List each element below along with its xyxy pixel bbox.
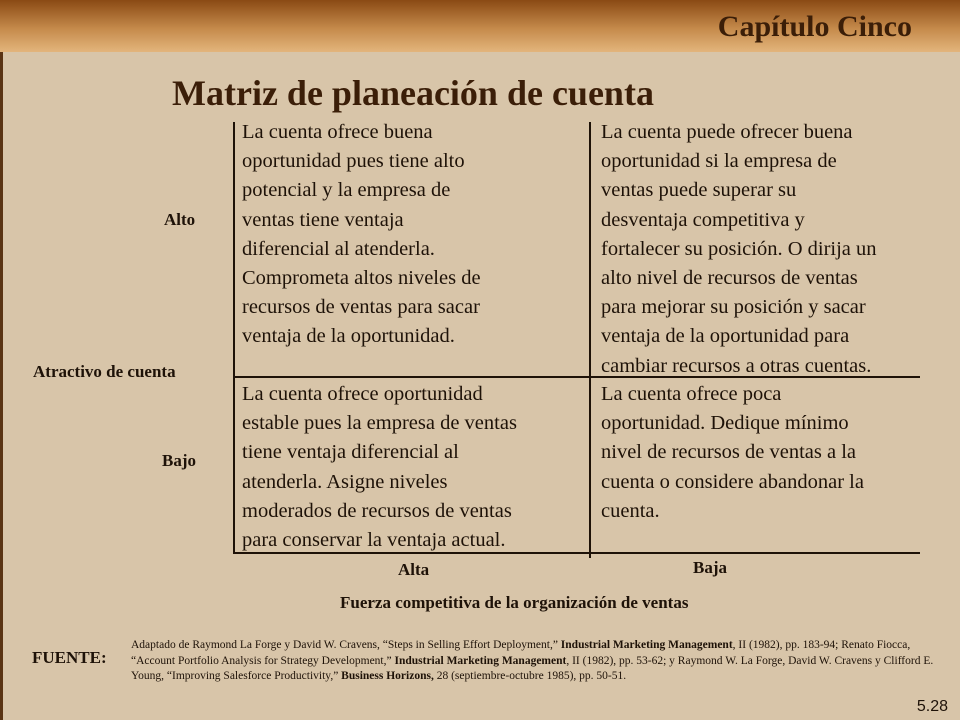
page-number: 5.28 — [916, 698, 948, 715]
slide-title: Matriz de planeación de cuenta — [172, 73, 654, 113]
cell-low-attractiveness-high-strength: La cuenta ofrece oportunidad estable pues la empresa de ventas tiene ventaja diferencial al atenderla. Asigne niveles moderados de recursos de ventas para conservar la ventaja actual. — [242, 383, 517, 552]
y-axis-title: Atractivo de cuenta — [33, 362, 176, 381]
matrix-center-divider — [589, 122, 591, 558]
cell-high-attractiveness-high-strength: La cuenta ofrece buena oportunidad pues tiene alto potencial y la empresa de ventas tiene ventaja diferencial al atenderla. Comprometa altos niveles de recursos de ventas para sacar ventaja de la oportunidad. — [242, 121, 481, 348]
matrix-left-axis — [233, 122, 235, 554]
x-axis-low-label: Baja — [693, 558, 727, 577]
y-axis-high-label: Alto — [164, 210, 196, 229]
cell-low-attractiveness-low-strength: La cuenta ofrece poca oportunidad. Dedique mínimo nivel de recursos de ventas a la cuenta o considere abandonar la cuenta. — [601, 383, 864, 522]
chapter-title: Capítulo Cinco — [717, 10, 912, 43]
source-citation: Adaptado de Raymond La Forge y David W. Cravens, “Steps in Selling Effort Deployment,” Industrial Marketing Management, II (1982), pp. 183-94; Renato Fiocca, “Account Portfolio Analysis for Strategy Development,” Industrial Marketing Management, II (1982), pp. 53-62; y Raymond W. La Forge, David W. Cravens y Clifford E. Young, “Improving Salesforce Productivity,” Business Horizons, 28 (septiembre-octubre 1985), pp. 50-51. — [131, 639, 934, 682]
y-axis-low-label: Bajo — [162, 451, 196, 470]
x-axis-high-label: Alta — [398, 560, 430, 579]
header-bar — [0, 0, 960, 52]
source-label: FUENTE: — [32, 648, 107, 667]
x-axis-title: Fuerza competitiva de la organización de ventas — [340, 593, 689, 612]
cell-high-attractiveness-low-strength: La cuenta puede ofrecer buena oportunidad si la empresa de ventas puede superar su desventaja competitiva y fortalecer su posición. O dirija un alto nivel de recursos de ventas para mejorar su posición y sacar ventaja de la oportunidad para cambiar recursos a otras cuentas. — [601, 121, 877, 377]
left-border — [0, 52, 3, 720]
